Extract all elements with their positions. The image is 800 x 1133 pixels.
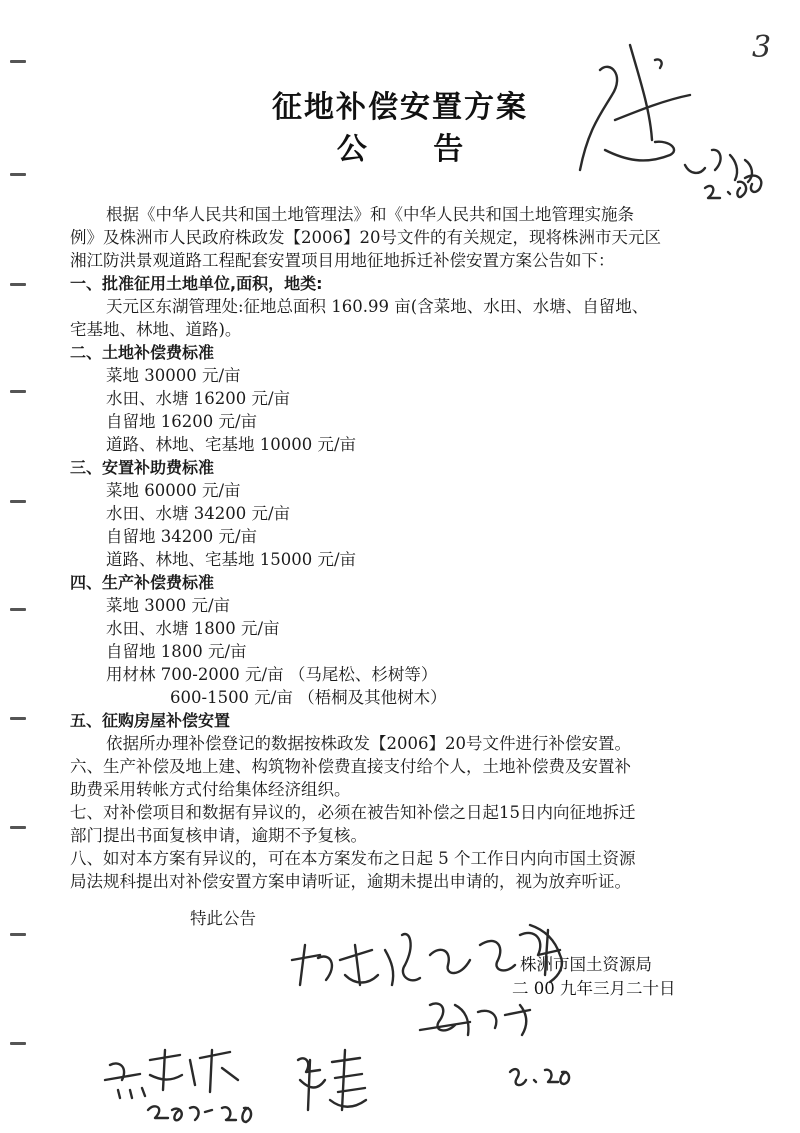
rate-line: 水田、水塘 1800 元/亩 (106, 619, 280, 638)
section-line: 依据所办理补偿登记的数据按株政发【2006】20号文件进行补偿安置。 (106, 734, 631, 753)
rate-line: 用材林 700-2000 元/亩 （马尾松、杉树等） (106, 665, 438, 684)
rate-line: 菜地 60000 元/亩 (106, 481, 241, 500)
closing-text: 特此公告 (190, 909, 256, 928)
rate-line: 水田、水塘 34200 元/亩 (106, 504, 291, 523)
section-line: 七、对补偿项目和数据有异议的，必须在被告知补偿之日起15日内向征地拆迁 (70, 803, 636, 822)
rate-line: 菜地 3000 元/亩 (106, 596, 231, 615)
section-line: 宅基地、林地、道路)。 (70, 320, 242, 339)
section-heading: 二、土地补偿费标准 (70, 343, 215, 362)
section-heading: 五、征购房屋补偿安置 (70, 711, 231, 730)
handwritten-signature-left (105, 1050, 251, 1122)
page-number: 3 (752, 30, 772, 65)
issuing-authority: 株洲市国土资源局 (520, 955, 652, 974)
document-title: 征地补偿安置方案 (272, 90, 528, 125)
intro-line: 湘江防洪景观道路工程配套安置项目用地征地拆迁补偿安置方案公告如下： (70, 251, 615, 270)
document-subtitle: 公 告 (336, 132, 492, 167)
rate-line: 自留地 1800 元/亩 (106, 642, 247, 661)
section-line: 天元区东湖管理处:征地总面积 160.99 亩(含菜地、水田、水塘、自留地、 (106, 297, 649, 316)
section-line: 六、生产补偿及地上建、构筑物补偿费直接支付给个人，土地补偿费及安置补 (70, 757, 631, 776)
rate-line: 自留地 16200 元/亩 (106, 412, 258, 431)
handwritten-signature-right (420, 1003, 569, 1085)
section-heading: 一、批准征用土地单位,面积，地类: (70, 274, 323, 293)
section-line: 部门提出书面复核申请，逾期不予复核。 (70, 826, 367, 845)
rate-line: 600-1500 元/亩 （梧桐及其他树木） (170, 688, 447, 707)
rate-line: 水田、水塘 16200 元/亩 (106, 389, 291, 408)
intro-line: 例》及株洲市人民政府株政发【2006】20号文件的有关规定，现将株洲市天元区 (70, 228, 661, 247)
rate-line: 自留地 34200 元/亩 (106, 527, 258, 546)
intro-line: 根据《中华人民共和国土地管理法》和《中华人民共和国土地管理实施条 (106, 205, 634, 224)
rate-line: 道路、林地、宅基地 10000 元/亩 (106, 435, 357, 454)
section-line: 助费采用转帐方式付给集体经济组织。 (70, 780, 351, 799)
section-heading: 四、生产补偿费标准 (70, 573, 215, 592)
section-line: 八、如对本方案有异议的，可在本方案发布之日起 5 个工作日内向市国土资源 (70, 849, 636, 868)
handwritten-approval (292, 925, 562, 985)
rate-line: 道路、林地、宅基地 15000 元/亩 (106, 550, 357, 569)
section-line: 局法规科提出对补偿安置方案申请听证，逾期未提出申请的，视为放弃听证。 (70, 872, 631, 891)
issue-date: 二 00 九年三月二十日 (512, 979, 676, 998)
rate-line: 菜地 30000 元/亩 (106, 366, 241, 385)
handwritten-signature-mid (298, 1050, 366, 1110)
handwritten-note-top-right (580, 45, 761, 198)
section-heading: 三、安置补助费标准 (70, 458, 215, 477)
